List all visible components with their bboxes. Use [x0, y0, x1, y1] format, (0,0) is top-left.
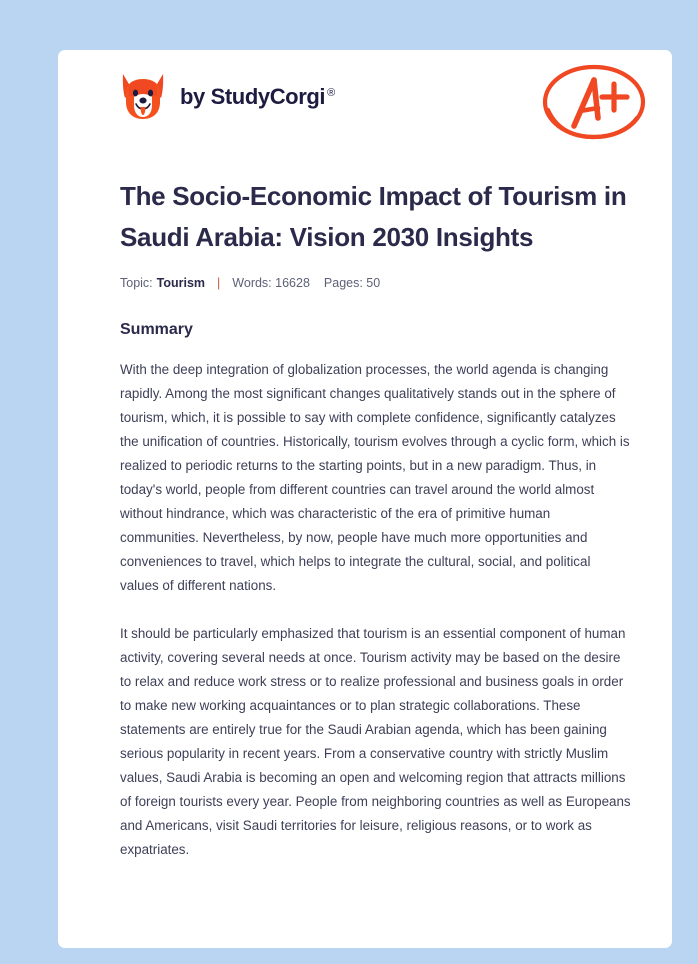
document-page [58, 50, 672, 948]
summary-paragraph: It should be particularly emphasized that tourism is an essential component of human activity, covering several needs at once. Tourism activity may be based on the desire to relax and reduce work stress or to realize professional and business goals in order to make new working acquaintances or to plan strategic collaborations. These statements are entirely true for the Saudi Arabian agenda, which has been gaining serious popularity in recent years. From a conservative country with strictly Muslim values, Saudi Arabia is becoming an open and welcoming region that attracts millions of foreign tourists every year. People from neighboring countries as well as Europeans and Americans, visit Saudi territories for leisure, religious reasons, or to work as expatriates. [120, 626, 631, 857]
document-content [120, 176, 632, 862]
word-count: Words: 16628 [232, 276, 310, 290]
page-header [58, 50, 672, 158]
page-count: Pages: 50 [323, 276, 381, 290]
brand-name [180, 86, 335, 108]
a-plus-circled-icon [538, 58, 650, 146]
summary-paragraph: With the deep integration of globalization processes, the world agenda is changing rapidly. Among the most significant changes qualitatively stands out in the sphere of tourism, which, it is possible to say with complete confidence, significantly catalyzes the unification of countries. Historically, tourism evolves through a cyclic form, which is realized to periodic returns to the starting points, but in a new paradigm. Thus, in today's world, people from different countries can travel around the world almost without hindrance, which was characteristic of the era of primitive human communities. Nevertheless, by now, people have much more opportunities and conveniences to travel, which helps to integrate the cultural, social, and political values of different nations. [120, 362, 630, 593]
topic-value[interactable]: Tourism [156, 276, 206, 290]
a-plus-grade-badge [538, 58, 650, 146]
page-title: The Socio-Economic Impact of Tourism in Saudi Arabia: Vision 2030 Insights [120, 181, 627, 252]
topic-label: Topic: [120, 276, 153, 290]
registered-trademark-icon: ® [327, 86, 335, 99]
document-meta [120, 276, 632, 290]
brand-name-text: by StudyCorgi [180, 84, 326, 109]
summary-heading: Summary [120, 321, 193, 338]
corgi-face-icon [120, 72, 166, 122]
brand-logo[interactable] [120, 72, 335, 122]
meta-separator: | [217, 276, 221, 290]
